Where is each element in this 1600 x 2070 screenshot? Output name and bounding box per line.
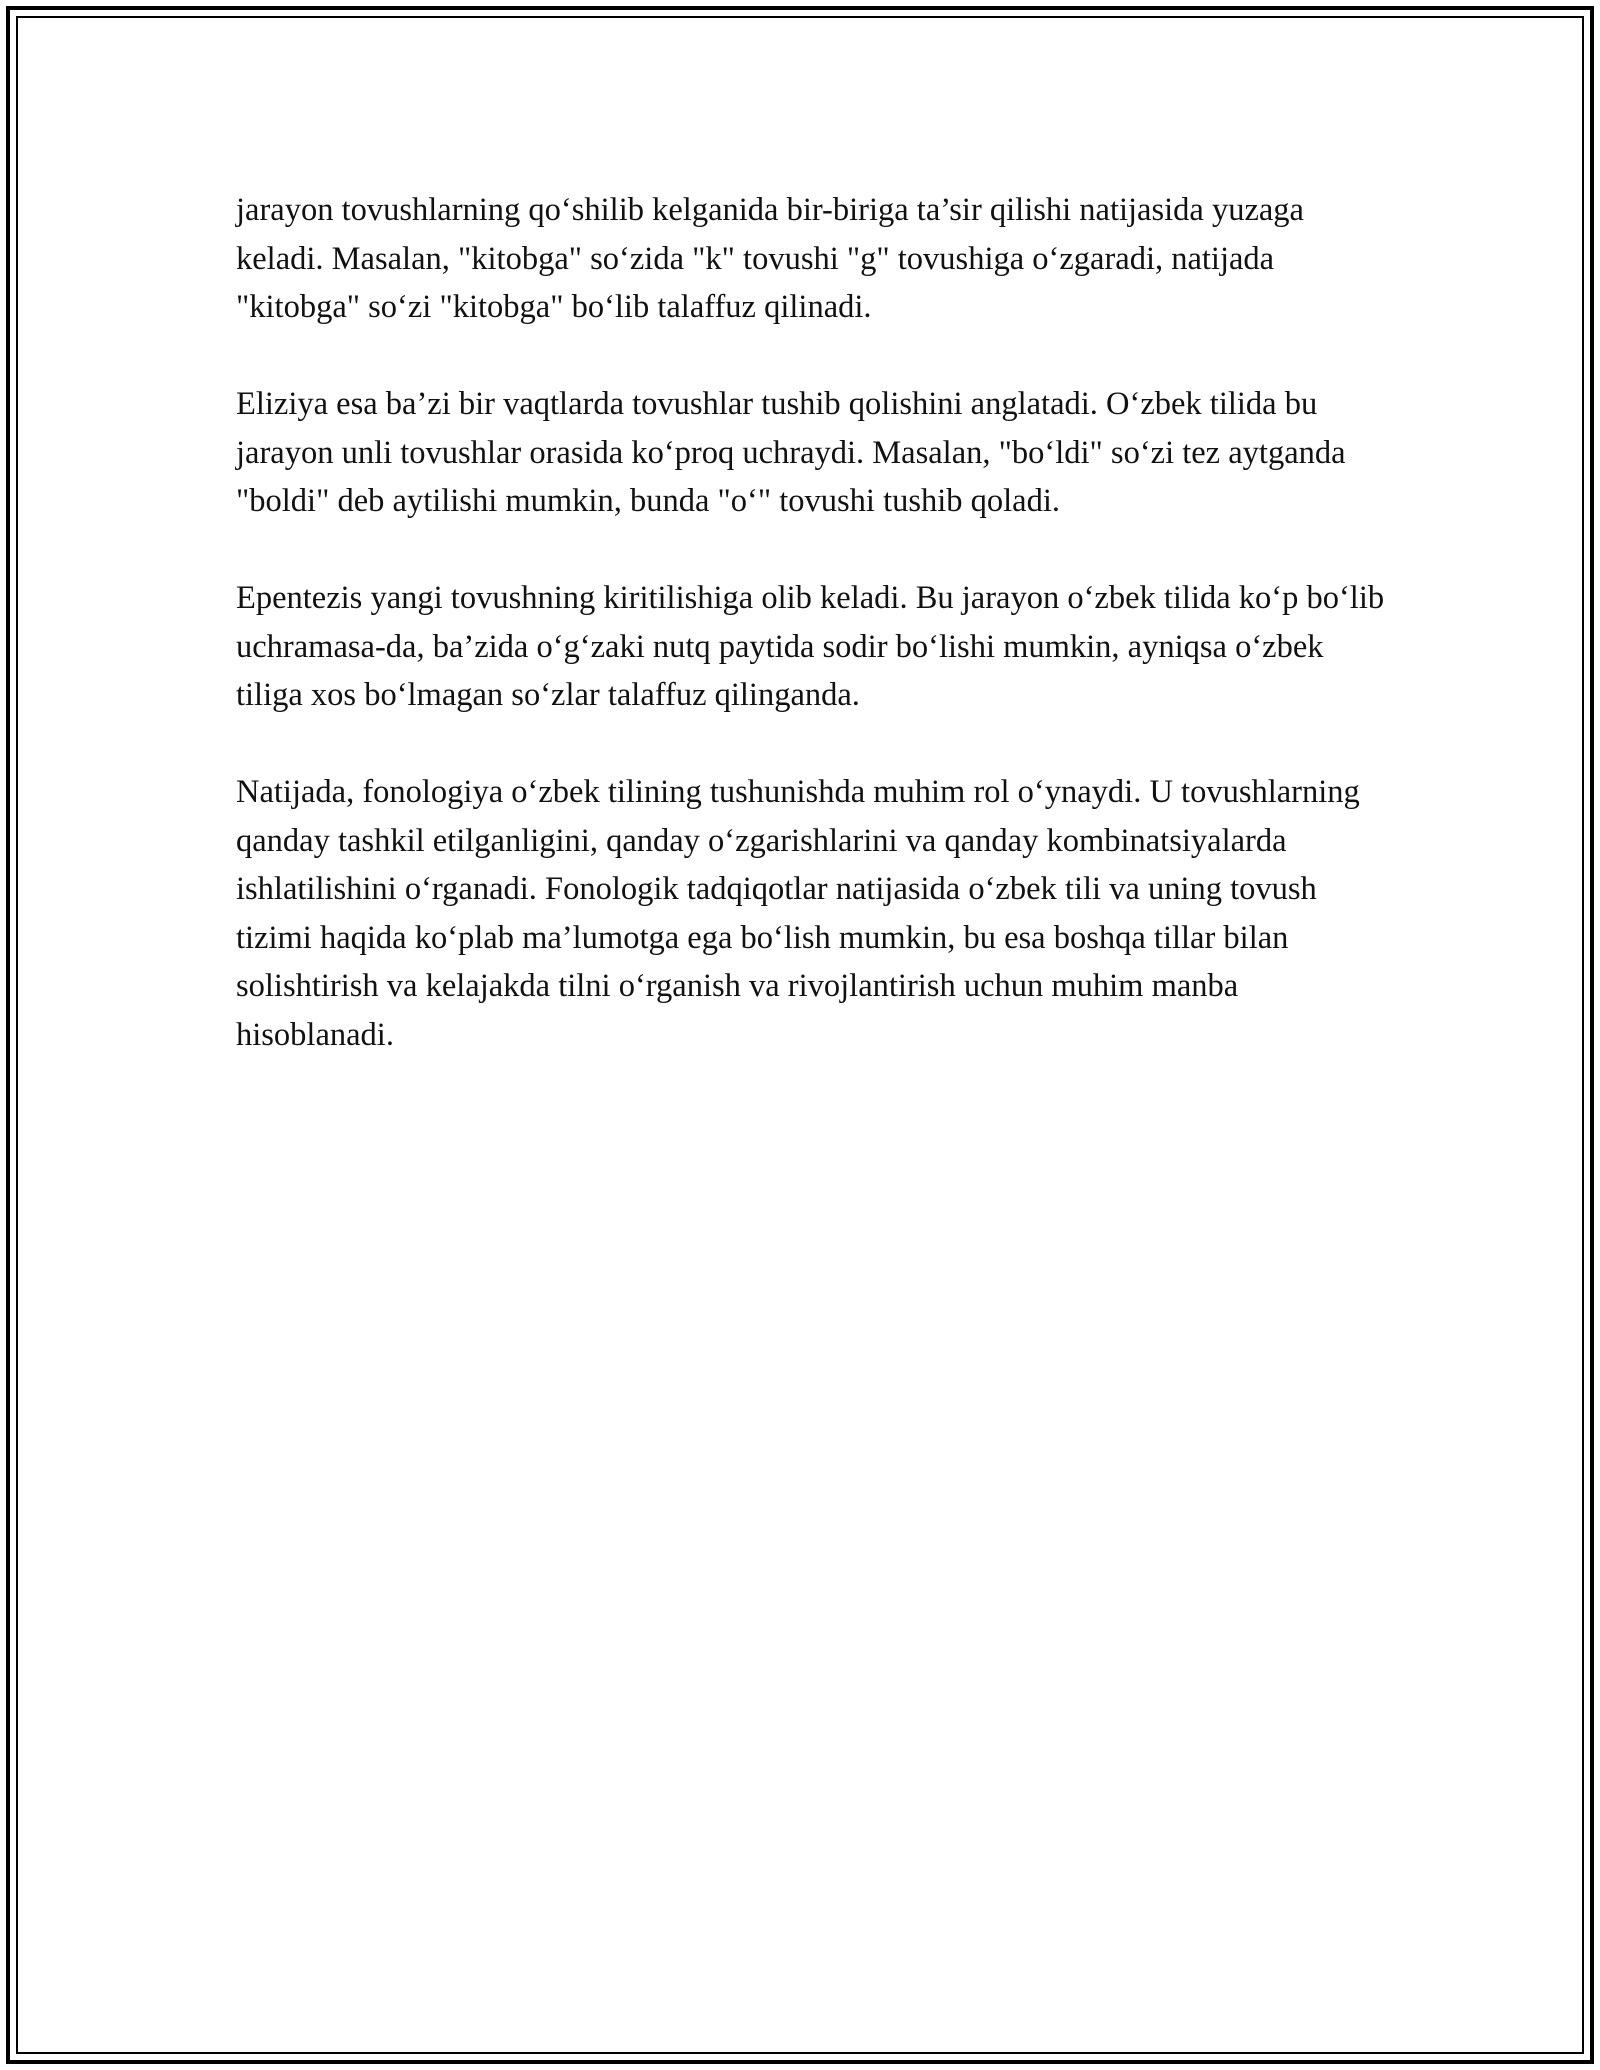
paragraph-conclusion: Natijada, fonologiya o‘zbek tilining tushunishda muhim rol o‘ynaydi. U tovushlarning qanday tashkil etilganligini, qanday o‘zgarishlarini va qanday kombinatsiyalarda ishlatilishini o‘rganadi. Fonologik tadqiqotlar natijasida o‘zbek tili va uning tovush tizimi haqida ko‘plab ma’lumotga ega bo‘lish mumkin, bu esa boshqa tillar bilan solishtirish va kelajakda tilni o‘rganish va rivojlantirish uchun muhim manba hisoblanadi.	[236, 774, 1360, 1053]
paragraph-elision: Eliziya esa ba’zi bir vaqtlarda tovushlar tushib qolishini anglatadi. O‘zbek tilida bu jarayon unli tovushlar orasida ko‘proq uchraydi. Masalan, "bo‘ldi" so‘zi tez aytganda "boldi" deb aytilishi mumkin, bunda "o‘" tovushi tushib qoladi.	[236, 386, 1346, 519]
paragraph-assimilation: jarayon tovushlarning qo‘shilib kelganida bir-biriga ta’sir qilishi natijasida yuzaga keladi. Masalan, "kitobga" so‘zida "k" tovushi "g" tovushiga o‘zgaradi, natijada "kitobga" so‘zi "kitobga" bo‘lib talaffuz qilinadi.	[236, 192, 1304, 325]
document-body	[236, 186, 1386, 1108]
paragraph-epenthesis: Epentezis yangi tovushning kiritilishiga olib keladi. Bu jarayon o‘zbek tilida ko‘p bo‘lib uchramasa-da, ba’zida o‘g‘zaki nutq paytida sodir bo‘lishi mumkin, ayniqsa o‘zbek tiliga xos bo‘lmagan so‘zlar talaffuz qilinganda.	[236, 580, 1385, 713]
